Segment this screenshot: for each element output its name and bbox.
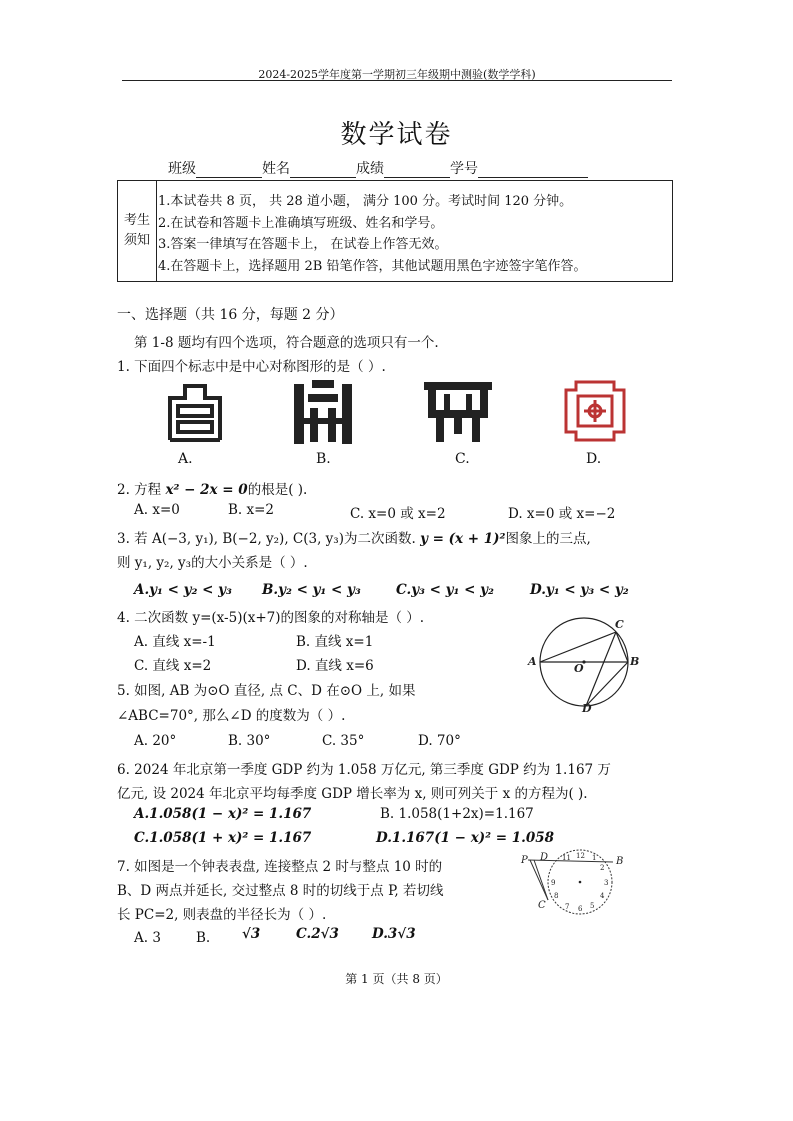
logo-b-image	[290, 378, 356, 446]
notice-line: 2.在试卷和答题卡上准确填写班级、姓名和学号。	[158, 215, 444, 231]
section-title: 一、选择题（共 16 分，每题 2 分）	[117, 307, 344, 323]
notice-line: 3.答案一律填写在答题卡上， 在试卷上作答无效。	[158, 237, 448, 252]
q5-circle-figure	[524, 614, 642, 714]
q3-option-d[interactable]: D.y₁ < y₃ < y₂	[530, 582, 629, 598]
q6-line1: 6. 2024 年北京第一季度 GDP 约为 1.058 万亿元, 第三季度 GDP 约为 1.167 万	[117, 762, 611, 778]
q5-line1: 5. 如图, AB 为⊙O 直径, 点 C、D 在⊙O 上, 如果	[117, 683, 416, 699]
q5-point-o: O	[574, 662, 584, 675]
clock-num: 9	[551, 879, 556, 887]
name-label: 姓名	[262, 161, 290, 177]
clock-num: 8	[554, 892, 559, 900]
q7-line3: 长 PC=2, 则表盘的半径长为（ ）.	[117, 907, 327, 923]
exam-header: 2024-2025学年度第一学期初三年级期中测验(数学学科)	[258, 68, 536, 81]
q7-option-c[interactable]: C.2√3	[296, 926, 339, 942]
q5-option-a[interactable]: A. 20°	[134, 733, 177, 749]
clock-num: 2	[600, 864, 605, 872]
q3-option-c[interactable]: C.y₃ < y₁ < y₂	[396, 582, 494, 598]
logo-d-image	[562, 380, 628, 442]
notice-label: 考生须知	[118, 181, 157, 281]
section-intro: 第 1-8 题均有四个选项，符合题意的选项只有一个.	[134, 335, 439, 351]
q7-point-d: D	[540, 852, 549, 863]
clock-num: 5	[590, 902, 595, 910]
q6-option-d[interactable]: D.1.167(1 − x)² = 1.058	[376, 830, 555, 846]
q7-option-d[interactable]: D.3√3	[372, 926, 416, 942]
score-blank[interactable]	[384, 163, 450, 178]
q3-line1: 3. 若 A(−3, y₁), B(−2, y₂), C(3, y₃)为二次函数. y = (x + 1)²图象上的三点,	[117, 531, 591, 547]
q1-stem: 1. 下面四个标志中是中心对称图形的是（ ）.	[117, 359, 386, 375]
q6-option-b[interactable]: B. 1.058(1+2x)=1.167	[380, 806, 534, 822]
id-label: 学号	[450, 161, 478, 177]
q2-option-a[interactable]: A. x=0	[134, 502, 180, 518]
q4-option-a[interactable]: A. 直线 x=-1	[134, 634, 216, 650]
clock-num: 1	[592, 854, 597, 862]
student-info-row	[168, 158, 588, 178]
q2-option-d[interactable]: D. x=0 或 x=−2	[508, 506, 616, 522]
q7-option-b-value[interactable]: √3	[242, 926, 261, 942]
q7-option-b-label[interactable]: B.	[196, 930, 211, 946]
clock-num: 4	[600, 892, 605, 900]
q2-option-b[interactable]: B. x=2	[228, 502, 275, 518]
q5-option-d[interactable]: D. 70°	[418, 733, 461, 749]
q1-option-b[interactable]: B.	[316, 451, 331, 467]
q7-option-a[interactable]: A. 3	[134, 930, 161, 946]
page-title: 数学试卷	[340, 120, 453, 150]
q1-option-c[interactable]: C.	[455, 451, 470, 467]
q7-clock-figure	[520, 848, 630, 920]
q4-stem: 4. 二次函数 y=(x-5)(x+7)的图象的对称轴是（ ）.	[117, 610, 425, 626]
clock-num: 6	[578, 905, 583, 913]
q5-option-c[interactable]: C. 35°	[322, 733, 365, 749]
q3-option-a[interactable]: A.y₁ < y₂ < y₃	[134, 582, 232, 598]
q3-option-b[interactable]: B.y₂ < y₁ < y₃	[262, 582, 361, 598]
q7-line2: B、D 两点并延长, 交过整点 8 时的切线于点 P, 若切线	[117, 883, 444, 899]
q5-point-b: B	[630, 655, 640, 668]
q5-point-a: A	[528, 655, 537, 668]
clock-num: 12	[576, 852, 585, 860]
notice-line: 1.本试卷共 8 页， 共 28 道小题， 满分 100 分。考试时间 120 分钟。	[158, 194, 573, 209]
clock-num: 11	[562, 854, 571, 862]
q3-function: y = (x + 1)²	[420, 531, 506, 547]
q6-option-c[interactable]: C.1.058(1 + x)² = 1.167	[134, 830, 312, 846]
q1-option-a[interactable]: A.	[178, 451, 193, 467]
name-blank[interactable]	[290, 163, 356, 178]
q6-option-a[interactable]: A.1.058(1 − x)² = 1.167	[134, 806, 312, 822]
id-blank[interactable]	[478, 163, 588, 178]
q2-option-c[interactable]: C. x=0 或 x=2	[350, 506, 446, 522]
logo-a-image	[160, 378, 230, 446]
header-rule	[122, 80, 672, 81]
q1-option-d[interactable]: D.	[586, 451, 602, 467]
notice-lines	[158, 191, 587, 277]
page-footer: 第 1 页（共 8 页）	[345, 972, 448, 986]
class-label: 班级	[168, 161, 196, 177]
q4-option-c[interactable]: C. 直线 x=2	[134, 658, 212, 674]
q6-line2: 亿元, 设 2024 年北京平均每季度 GDP 增长率为 x, 则可列关于 x 的方程为( ).	[117, 786, 588, 802]
q3-line2: 则 y₁, y₂, y₃的大小关系是（ ）.	[117, 555, 308, 571]
q5-point-d: D	[582, 702, 592, 714]
class-blank[interactable]	[196, 163, 262, 178]
q2-stem: 2. 方程 x² − 2x = 0的根是( ).	[117, 482, 308, 498]
clock-num: 7	[565, 903, 570, 911]
q5-option-b[interactable]: B. 30°	[228, 733, 271, 749]
q4-option-d[interactable]: D. 直线 x=6	[296, 658, 374, 674]
q5-point-c: C	[615, 618, 624, 631]
q4-option-b[interactable]: B. 直线 x=1	[296, 634, 374, 650]
notice-line: 4.在答题卡上，选择题用 2B 铅笔作答，其他试题用黑色字迹签字笔作答。	[158, 258, 587, 274]
q7-point-p: P	[521, 855, 528, 866]
clock-num: 3	[604, 879, 609, 887]
score-label: 成绩	[356, 161, 384, 177]
exam-notice-box	[117, 180, 673, 282]
q2-equation: x² − 2x = 0	[165, 482, 248, 498]
q7-point-c: C	[538, 900, 546, 911]
q7-line1: 7. 如图是一个钟表表盘, 连接整点 2 时与整点 10 时的	[117, 859, 443, 875]
logo-c-image	[422, 380, 494, 444]
q7-point-b: B	[616, 856, 624, 867]
q5-line2: ∠ABC=70°, 那么∠D 的度数为（ ）.	[117, 708, 346, 724]
